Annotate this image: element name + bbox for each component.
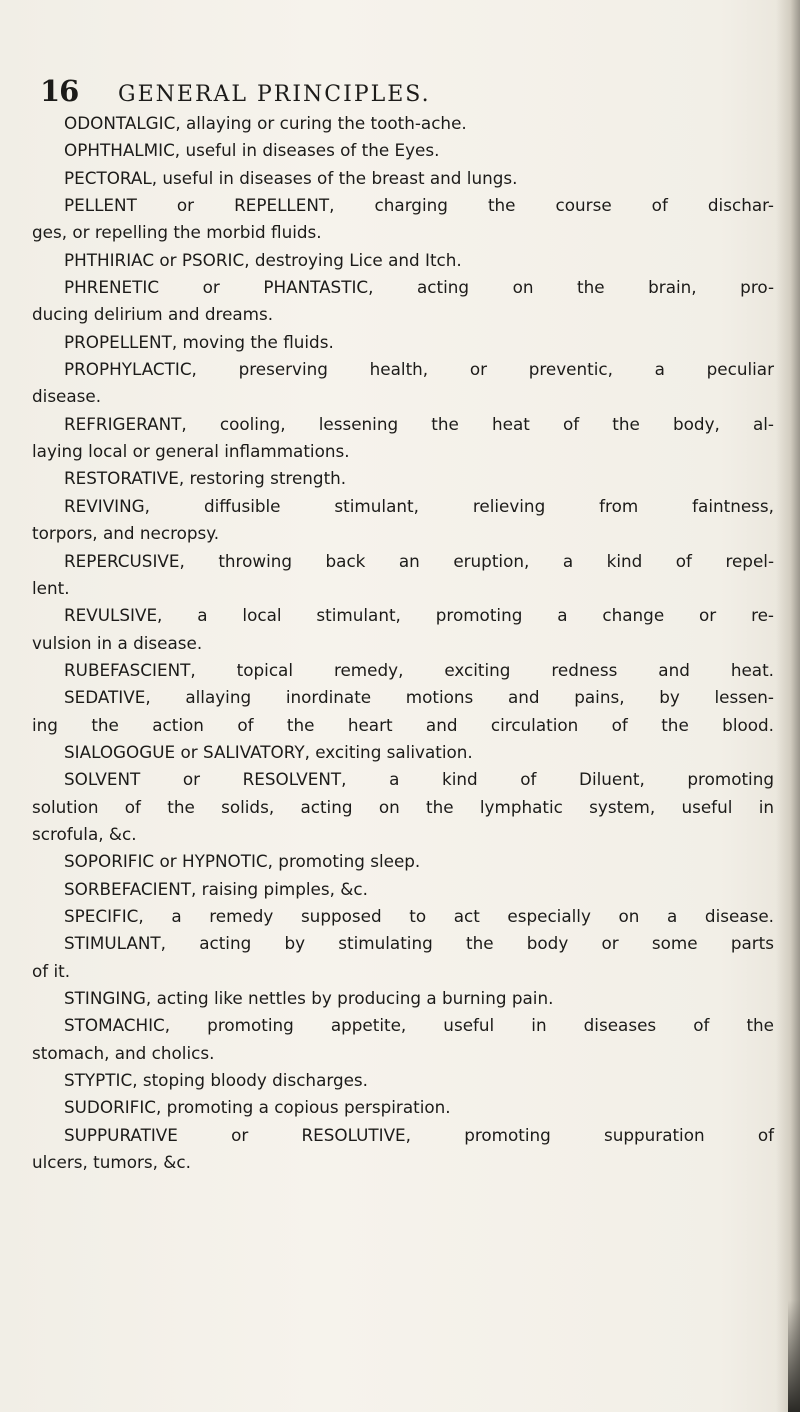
text-line: REVIVING, diffusible stimulant, relieving from faintness, [64, 495, 774, 516]
text-line: REFRIGERANT, cooling, lessening the heat of the body, al- [64, 413, 774, 434]
text-line: ducing delirium and dreams. [32, 304, 274, 325]
text-line: RESTORATIVE, restoring strength. [64, 468, 347, 489]
text-line: disease. [32, 386, 102, 407]
text-line: of it. [32, 960, 71, 981]
text-line: ing the action of the heart and circulation of the blood. [32, 714, 774, 735]
text-line: ODONTALGIC, allaying or curing the tooth-ache. [64, 113, 467, 133]
text-line: STOMACHIC, promoting appetite, useful in diseases of the [64, 1015, 774, 1036]
text-line: stomach, and cholics. [32, 1042, 215, 1063]
page-edge-shadow [776, 0, 800, 1412]
text-line: SPECIFIC, a remedy supposed to act especially on a disease. [64, 905, 774, 926]
text-line: torpors, and necropsy. [32, 523, 220, 544]
text-line: PHRENETIC or PHANTASTIC, acting on the brain, pro- [64, 277, 774, 298]
text-line: ulcers, tumors, &c. [32, 1152, 191, 1173]
text-line: RUBEFASCIENT, topical remedy, exciting redness and heat. [64, 659, 774, 680]
text-line: REPERCUSIVE, throwing back an eruption, a kind of repel- [64, 550, 774, 571]
text-line: PELLENT or REPELLENT, charging the course of dischar- [64, 195, 774, 216]
text-line: ges, or repelling the morbid fluids. [32, 222, 322, 243]
text-line: STIMULANT, acting by stimulating the body or some parts [64, 933, 774, 954]
running-head: GENERAL PRINCIPLES. [118, 82, 431, 107]
text-line: OPHTHALMIC, useful in diseases of the Eyes. [64, 140, 440, 161]
text-line: SUPPURATIVE or RESOLUTIVE, promoting suppuration of [64, 1124, 774, 1145]
text-line: STYPTIC, stoping bloody discharges. [64, 1070, 369, 1091]
text-line: PROPELLENT, moving the fluids. [64, 331, 334, 352]
text-line: REVULSIVE, a local stimulant, promoting a change or re- [64, 605, 774, 626]
text-line: lent. [32, 577, 70, 598]
text-line: SIALOGOGUE or SALIVATORY, exciting salivation. [64, 741, 473, 762]
text-line: SUDORIFIC, promoting a copious perspiration. [64, 1097, 451, 1118]
text-line: vulsion in a disease. [32, 632, 203, 653]
text-line: SEDATIVE, allaying inordinate motions and pains, by lessen- [64, 687, 774, 708]
page-number: 16 [40, 74, 79, 108]
text-line: SOPORIFIC or HYPNOTIC, promoting sleep. [64, 851, 421, 872]
text-line: PECTORAL, useful in diseases of the breast and lungs. [64, 167, 518, 188]
page-edge-dark-corner [788, 1300, 800, 1412]
text-line: STINGING, acting like nettles by producing a burning pain. [64, 988, 554, 1008]
text-line: SORBEFACIENT, raising pimples, &c. [64, 878, 368, 899]
text-line: SOLVENT or RESOLVENT, a kind of Diluent, promoting [64, 769, 774, 790]
glossary-text [32, 110, 774, 1176]
text-line: laying local or general inflammations. [32, 441, 350, 462]
page-header [40, 74, 431, 114]
text-line: solution of the solids, acting on the lymphatic system, useful in [32, 796, 774, 817]
text-line: PROPHYLACTIC, preserving health, or preventic, a peculiar [64, 359, 774, 380]
text-line: PHTHIRIAC or PSORIC, destroying Lice and Itch. [64, 249, 462, 270]
text-line: scrofula, &c. [32, 823, 137, 844]
